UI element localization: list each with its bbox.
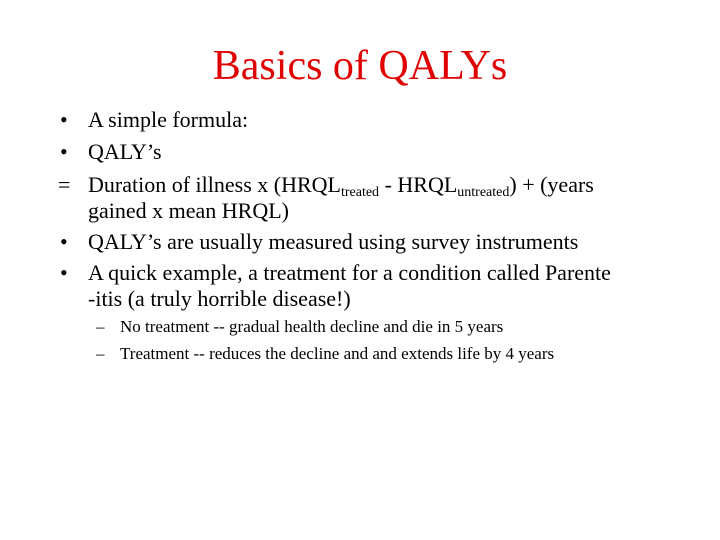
equals-marker: = (58, 172, 71, 197)
formula-subscript-treated: treated (340, 185, 380, 200)
bullet-marker: • (60, 139, 68, 164)
formula-line-2: gained x mean HRQL) (88, 198, 289, 223)
sub-bullet-no-treatment: No treatment -- gradual health decline and die in 5 years (120, 317, 504, 336)
formula-text-a: Duration of illness x (HRQL (88, 172, 341, 197)
formula-text-c: ) + (years (509, 172, 594, 197)
bullet-qalys: QALY’s (88, 139, 162, 164)
bullet-marker: • (60, 107, 68, 132)
bullet-marker: • (60, 229, 68, 254)
bullet-marker: • (60, 260, 68, 285)
slide-title: Basics of QALYs (212, 43, 508, 89)
bullet-quick-example-line-2: -itis (a truly horrible disease!) (88, 286, 351, 311)
dash-marker: – (96, 344, 105, 363)
formula-text-b: - HRQL (379, 172, 458, 197)
dash-marker: – (96, 317, 105, 336)
formula-subscript-untreated: untreated (457, 185, 510, 200)
sub-bullet-treatment: Treatment -- reduces the decline and and extends life by 4 years (120, 344, 555, 363)
bullet-quick-example-line-1: A quick example, a treatment for a condition called Parente (88, 260, 611, 285)
bullet-survey-instruments: QALY’s are usually measured using survey instruments (88, 229, 579, 254)
bullet-simple-formula: A simple formula: (88, 107, 249, 132)
